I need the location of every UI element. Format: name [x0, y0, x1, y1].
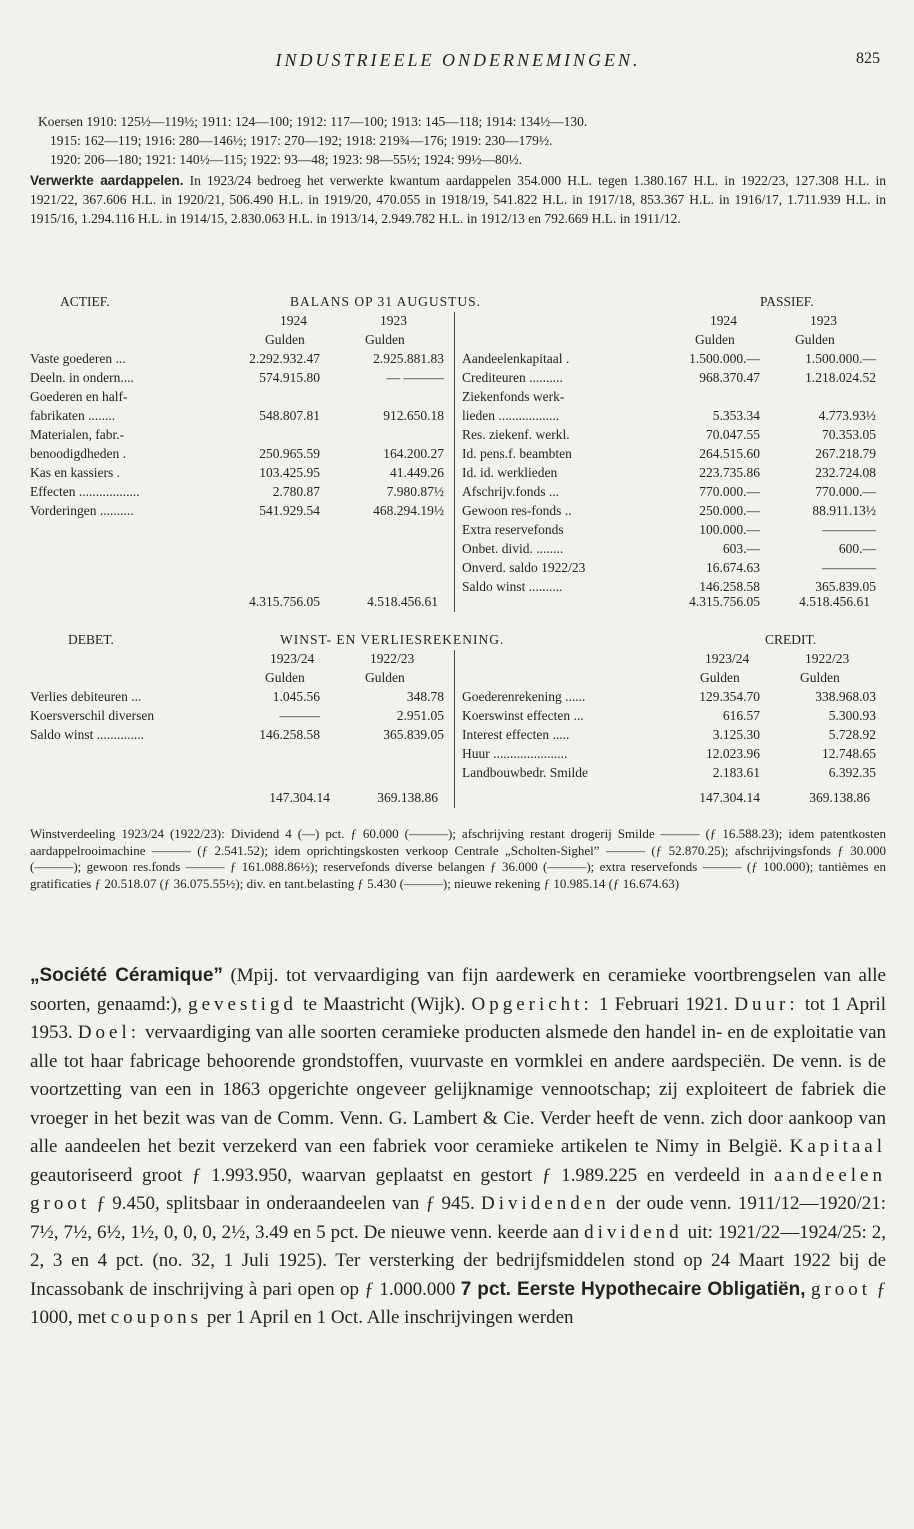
balance-title-row: [30, 292, 886, 311]
unit-header: Gulden: [800, 670, 840, 685]
leader-dots: ..................: [75, 484, 140, 499]
text-run: uit: 1921/22—1924/25: 2, 2, 3 en 4 pct. (no. 32, 1 Juli 1925). Ter versterking der bedrijfsmiddelen stond op 24 Maart 1922 bij de Incassobank de inschrijving à pari open op ƒ 1.000.000: [30, 1221, 886, 1300]
right-table-row: [30, 482, 886, 501]
unit-header: Gulden: [695, 332, 735, 347]
row-label: Deeln. in ondern....: [30, 370, 134, 385]
row-value: 41.449.26: [390, 465, 444, 480]
balance-year-row: [30, 311, 886, 330]
row-value: 968.370.47: [699, 370, 760, 385]
wv-rows: [30, 687, 886, 787]
paragraph-heading: Verwerkte aardappelen.: [30, 173, 184, 188]
wv-year-row: [30, 649, 886, 668]
total-value: 147.304.14: [269, 790, 330, 805]
right-table-row: [30, 539, 886, 558]
row-value: 70.047.55: [706, 427, 760, 442]
row-label: Verlies debiteuren ...: [30, 689, 142, 704]
row-value: 2.925.881.83: [373, 351, 444, 366]
row-value: 348.78: [406, 689, 444, 704]
wv-unit-row: [30, 668, 886, 687]
profit-distribution-paragraph: Winstverdeeling 1923/24 (1922/23): Dividend 4 (—) pct. ƒ 60.000 (———); afschrijving restant drogerij Smilde ——— (ƒ 16.588.23); idem patentkosten aardappelrooimachine ——— (ƒ 2.541.52); idem oprichtingskosten verkoop Centrale „Scholten-Sighel” ——— (ƒ 52.870.25); afschrijvingsfonds ƒ 30.000 (———); gewoon res.fonds ——— ƒ 161.088.86½); reservefonds diverse belangen ƒ 36.000 (———); extra reservefonds ——— (ƒ 100.000); tantièmes en gratificaties ƒ 20.518.07 (ƒ 36.075.55½); div. en tant.belasting ƒ 5.430 (———); nieuwe rekening ƒ 10.985.14 (ƒ 16.674.63): [30, 826, 886, 891]
credit-column: [30, 687, 886, 782]
row-value: 2.183.61: [712, 765, 760, 780]
row-value: 232.724.08: [815, 465, 876, 480]
right-table-row: [30, 444, 886, 463]
year-header: 1922/23: [370, 651, 415, 666]
row-value: 4.773.93½: [818, 408, 876, 423]
row-value: 146.258.58: [259, 727, 320, 742]
unit-header: Gulden: [365, 332, 405, 347]
row-value: 103.425.95: [259, 465, 320, 480]
row-value: 541.929.54: [259, 503, 320, 518]
total-value: 369.138.86: [377, 790, 438, 805]
credit-label: CREDIT.: [765, 632, 817, 647]
row-value: 1.045.56: [272, 689, 320, 704]
unit-header: Gulden: [795, 332, 835, 347]
text-run: te Maastricht (Wijk).: [296, 993, 472, 1015]
spaced-term: Doel:: [77, 1022, 141, 1043]
unit-header: Gulden: [365, 670, 405, 685]
text-run: ƒ 1000, met: [30, 1278, 887, 1328]
row-label: Res. ziekenf. werkl.: [462, 427, 570, 442]
price-line: 1915: 162—119; 1916: 280—146½; 1917: 270—192; 1918: 219¾—176; 1919: 230—179½.: [50, 133, 553, 148]
unit-header: Gulden: [265, 670, 305, 685]
leader-dots: ...: [545, 484, 559, 499]
wv-title: WINST- EN VERLIESREKENING.: [280, 632, 505, 647]
total-value: 369.138.86: [809, 790, 870, 805]
leader-dots: .....: [549, 727, 570, 742]
passief-label: PASSIEF.: [760, 294, 814, 309]
row-value: 338.968.03: [815, 689, 876, 704]
total-value: 4.315.756.05: [249, 594, 320, 609]
leader-dots: ..: [561, 503, 572, 518]
price-line: 1920: 206—180; 1921: 140½—115; 1922: 93—48; 1923: 98—55½; 1924: 99½—80½.: [50, 152, 523, 167]
row-value: 88.911.13½: [812, 503, 876, 518]
leader-dots: ..........: [96, 503, 134, 518]
row-label: Onbet. divid. ........: [462, 541, 564, 556]
column-divider: [454, 650, 455, 808]
actief-label: ACTIEF.: [60, 294, 110, 309]
text-run: per 1 April en 1 Oct. Alle inschrijvingen werden: [202, 1307, 574, 1328]
row-label: Materialen, fabr.-: [30, 427, 125, 442]
row-label: Effecten ..................: [30, 484, 140, 499]
right-table-row: [30, 558, 886, 577]
row-label: Landbouwbedr. Smilde: [462, 765, 588, 780]
row-label: Goederen en half-: [30, 389, 128, 404]
leader-dots: ........: [532, 541, 564, 556]
total-value: 147.304.14: [699, 790, 760, 805]
right-table-row: [30, 501, 886, 520]
row-value: 2.951.05: [396, 708, 444, 723]
row-value: 600.—: [838, 541, 876, 556]
row-value: 548.807.81: [259, 408, 320, 423]
row-label: Vorderingen ..........: [30, 503, 134, 518]
unit-header: Gulden: [265, 332, 305, 347]
row-value: 770.000.—: [699, 484, 760, 499]
row-label: Interest effecten .....: [462, 727, 570, 742]
right-table-row: [30, 349, 886, 368]
profit-loss-account: [30, 630, 886, 810]
row-value: 1.218.024.52: [805, 370, 876, 385]
text-run: 1 Februari 1921.: [592, 993, 735, 1015]
row-label: Extra reservefonds: [462, 522, 564, 537]
row-value: 16.674.63: [706, 560, 760, 575]
row-label: Saldo winst ..........: [462, 579, 563, 594]
row-value: 264.515.60: [699, 446, 760, 461]
spaced-term: Kapitaal: [789, 1136, 886, 1157]
balance-unit-row: [30, 330, 886, 349]
row-value: 3.125.30: [712, 727, 760, 742]
wv-title-row: [30, 630, 886, 649]
leader-dots: ........: [84, 408, 116, 423]
liabilities-column: [30, 349, 886, 596]
total-value: 4.518.456.61: [367, 594, 438, 609]
row-label: Ziekenfonds werk-: [462, 389, 565, 404]
row-value: 223.735.86: [699, 465, 760, 480]
row-value: — ———: [386, 370, 444, 385]
row-value: 70.353.05: [822, 427, 876, 442]
spaced-term: Duur:: [734, 993, 799, 1015]
text-run: geautoriseerd groot ƒ 1.993.950, waarvan geplaatst en gestort ƒ 1.989.225 en verdeeld in: [30, 1164, 775, 1186]
spaced-term: Dividenden: [481, 1193, 610, 1214]
row-value: 129.354.70: [699, 689, 760, 704]
year-header: 1923/24: [270, 651, 315, 666]
bond-heading: 7 pct. Eerste Hypothecaire Obligatiën,: [460, 1278, 806, 1300]
row-value: 267.218.79: [815, 446, 876, 461]
row-label: Huur ......................: [462, 746, 568, 761]
wv-total-row: [30, 788, 886, 807]
right-table-row: [30, 368, 886, 387]
row-value: 6.392.35: [828, 765, 876, 780]
right-table-row: [30, 744, 886, 763]
unit-header: Gulden: [700, 670, 740, 685]
leader-dots: ...: [570, 708, 584, 723]
text-run: ƒ 9.450, splitsbaar in onderaandeelen van ƒ 945.: [90, 1193, 482, 1214]
leader-dots: ...: [112, 351, 126, 366]
text-run: der oude venn. 1911/12—1920/21: 7½, 7½, 6½, 1½, 0, 0, 0, 2½, 3.49 en 5 pct. De nieuwe venn. keerde aan: [30, 1193, 886, 1243]
row-value: 5.300.93: [828, 708, 876, 723]
row-value: 616.57: [722, 708, 760, 723]
page-number: 825: [856, 50, 880, 67]
leader-dots: ..........: [525, 370, 563, 385]
row-value: 603.—: [722, 541, 760, 556]
row-value: 12.748.65: [822, 746, 876, 761]
row-value: 5.728.92: [828, 727, 876, 742]
year-header: 1923: [380, 313, 407, 328]
row-value: 164.200.27: [383, 446, 444, 461]
price-line: Koersen 1910: 125½—119½; 1911: 124—100; 1912: 117—100; 1913: 145—118; 1914: 134½—130.: [38, 114, 588, 129]
row-value: 250.000.—: [699, 503, 760, 518]
right-table-row: [30, 387, 886, 406]
running-title: INDUSTRIEELE ONDERNEMINGEN.: [275, 50, 641, 70]
right-table-row: [30, 725, 886, 744]
leader-dots: .: [119, 446, 126, 461]
year-header: 1924: [280, 313, 307, 328]
year-header: 1923: [810, 313, 837, 328]
processed-potatoes-paragraph: [30, 171, 886, 228]
row-value: 1.500.000.—: [689, 351, 760, 366]
row-value: 468.294.19½: [373, 503, 444, 518]
right-table-row: [30, 425, 886, 444]
row-value: 912.650.18: [383, 408, 444, 423]
balance-title: BALANS OP 31 AUGUSTUS.: [290, 294, 482, 309]
row-label: Koersverschil diversen: [30, 708, 155, 723]
row-value: 146.258.58: [699, 579, 760, 594]
row-label: Id. pens.f. beambten: [462, 446, 572, 461]
row-label: Saldo winst ..............: [30, 727, 145, 742]
text-run: vervaardiging van alle soorten ceramieke producten alsmede den handel in- en de exploitatie van alle tot haar fabricage behoorende grondstoffen, vuurvaste en vormklei en andere aardspeciën. De venn. is de voortzetting van een in 1863 opgerichte ongeveer gelijknamige vennootschap; zij exploiteert de fabriek die vroeger in het bezit was van de Comm. Venn. G. Lambert & Cie. Verder heeft de venn. zich door aankoop van alle aandeelen het bezit verzekerd van een fabriek voor ceramieke artikelen te Nimy in België.: [30, 1022, 886, 1157]
debet-label: DEBET.: [68, 632, 114, 647]
leader-dots: .: [113, 465, 120, 480]
company-description: [30, 962, 886, 1333]
leader-dots: ......: [561, 689, 586, 704]
year-header: 1923/24: [705, 651, 750, 666]
row-label: lieden ..................: [462, 408, 560, 423]
row-label: Crediteuren ..........: [462, 370, 563, 385]
total-value: 4.518.456.61: [799, 594, 870, 609]
row-value: 100.000.—: [699, 522, 760, 537]
row-value: 7.980.87½: [386, 484, 444, 499]
row-label: Kas en kassiers .: [30, 465, 120, 480]
text-run: (Mpij. tot vervaardiging van fijn aardewerk en ceramieke voortbrengselen van alle soorten, genaamd:),: [30, 965, 886, 1015]
row-label: Gewoon res-fonds ..: [462, 503, 572, 518]
row-label: Aandeelenkapitaal .: [462, 351, 570, 366]
balance-rows: [30, 349, 886, 599]
row-label: Id. id. werklieden: [462, 465, 558, 480]
row-value: 1.500.000.—: [805, 351, 876, 366]
right-table-row: [30, 463, 886, 482]
row-value: ————: [822, 560, 876, 575]
row-value: 12.023.96: [706, 746, 760, 761]
spaced-term: gevestigd: [188, 993, 297, 1015]
total-value: 4.315.756.05: [689, 594, 760, 609]
spaced-term: groot: [810, 1278, 872, 1300]
spaced-term: aandeelen groot: [30, 1164, 886, 1214]
right-table-row: [30, 706, 886, 725]
row-value: ———: [279, 708, 320, 723]
right-table-row: [30, 406, 886, 425]
column-divider: [454, 312, 455, 612]
row-label: Vaste goederen ...: [30, 351, 126, 366]
spaced-term: coupons: [110, 1307, 203, 1328]
row-value: 365.839.05: [383, 727, 444, 742]
row-value: 2.292.932.47: [249, 351, 320, 366]
leader-dots: ..............: [93, 727, 145, 742]
share-prices: [38, 112, 878, 169]
leader-dots: ...: [127, 689, 142, 704]
row-label: Goederenrekening ......: [462, 689, 586, 704]
row-value: 770.000.—: [815, 484, 876, 499]
right-table-row: [30, 687, 886, 706]
row-value: 574.915.80: [259, 370, 320, 385]
paragraph-text: In 1923/24 bedroeg het verwerkte kwantum aardappelen 354.000 H.L. tegen 1.380.167 H.L. in 1922/23, 127.308 H.L. in 1921/22, 367.606 H.L. in 1920/21, 506.490 H.L. in 1919/20, 470.055 in 1918/19, 541.822 H.L. in 1917/18, 853.367 H.L. in 1916/17, 1.711.939 H.L. in 1915/16, 1.294.116 H.L. in 1914/15, 2.830.063 H.L. in 1913/14, 2.949.782 H.L. in 1912/13 en 792.669 H.L. in 1911/12.: [30, 173, 887, 226]
row-value: 365.839.05: [815, 579, 876, 594]
row-label: Onverd. saldo 1922/23: [462, 560, 586, 575]
company-name: „Société Céramique”: [30, 965, 223, 986]
row-label: benoodigdheden .: [30, 446, 126, 461]
balance-total-row: [30, 592, 886, 611]
leader-dots: ..................: [495, 408, 560, 423]
row-label: Afschrijv.fonds ...: [462, 484, 559, 499]
year-header: 1924: [710, 313, 737, 328]
row-value: 2.780.87: [272, 484, 320, 499]
leader-dots: ......................: [489, 746, 568, 761]
row-label: fabrikaten ........: [30, 408, 116, 423]
row-value: 250.965.59: [259, 446, 320, 461]
row-value: ————: [822, 522, 876, 537]
leader-dots: ..........: [525, 579, 563, 594]
spaced-term: dividend: [584, 1221, 683, 1243]
row-value: 5.353.34: [712, 408, 760, 423]
balance-sheet: [30, 292, 886, 622]
right-table-row: [30, 520, 886, 539]
leader-dots: .: [562, 351, 570, 366]
text-run: tot 1 April 1953.: [30, 993, 886, 1043]
right-table-row: [30, 763, 886, 782]
spaced-term: Opgericht:: [471, 993, 593, 1015]
page-header: [30, 50, 886, 74]
year-header: 1922/23: [805, 651, 850, 666]
row-label: Koerswinst effecten ...: [462, 708, 584, 723]
